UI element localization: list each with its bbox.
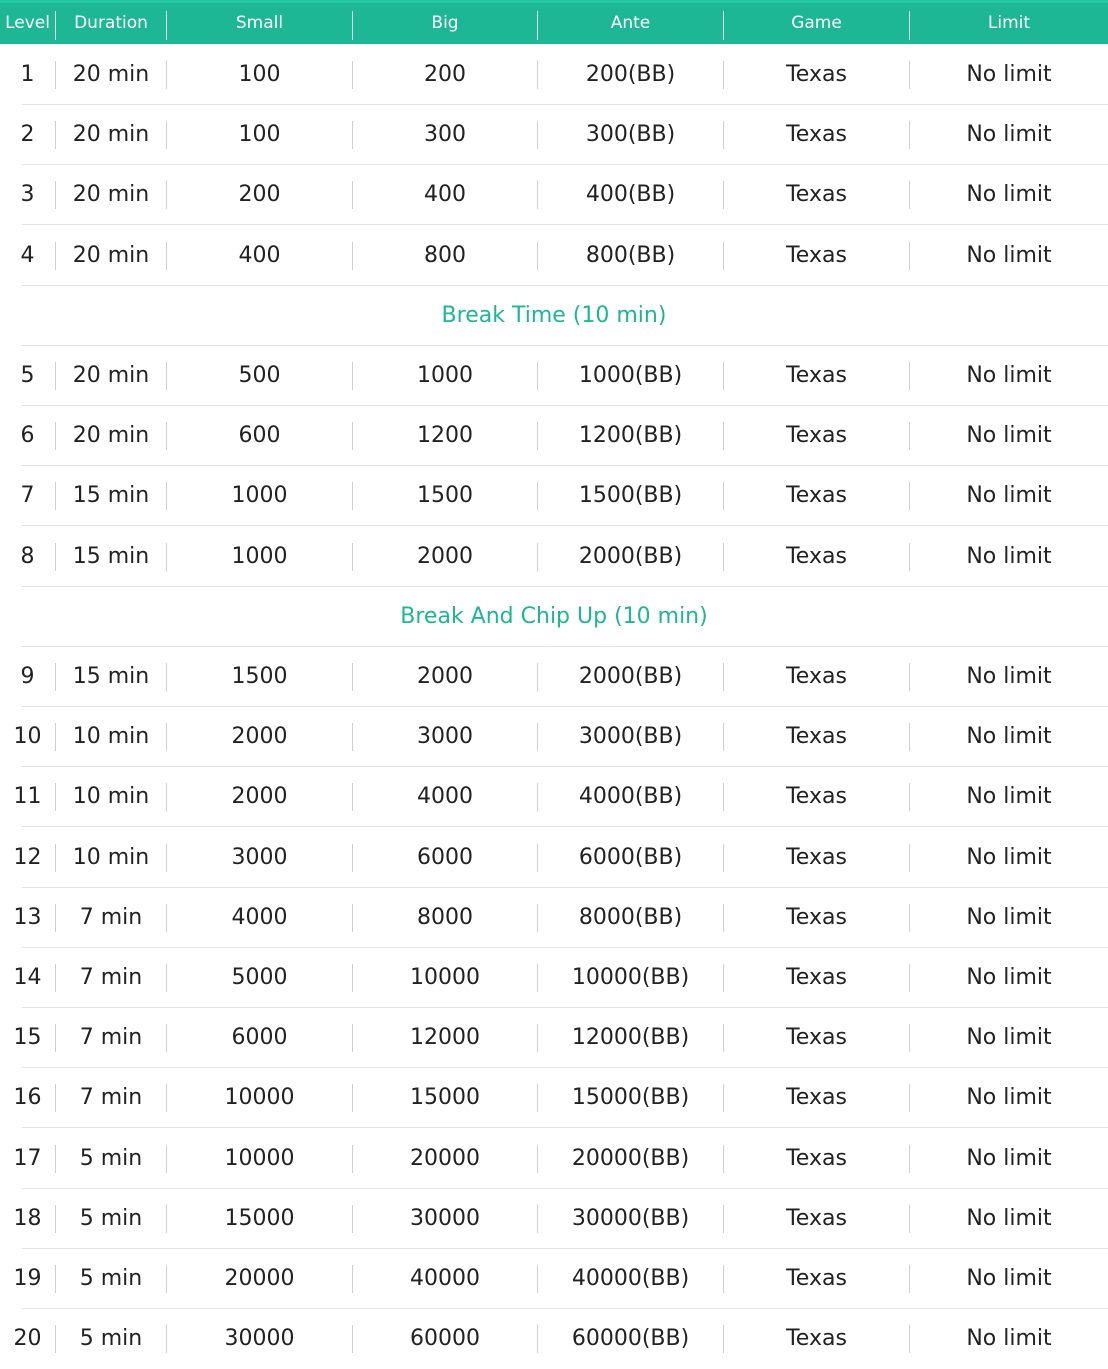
cell-limit: No limit — [966, 1085, 1052, 1111]
cell-level: 11 — [13, 784, 42, 810]
cell-ante: 30000(BB) — [571, 1205, 690, 1231]
cell-small: 10000 — [224, 1085, 295, 1111]
cell-big: 200 — [424, 62, 466, 87]
cell-game: Texas — [786, 62, 847, 87]
cell-limit: No limit — [966, 242, 1052, 268]
cell-game: Texas — [786, 664, 847, 689]
cell-duration: 15 min — [72, 483, 150, 509]
cell-limit: No limit — [966, 904, 1052, 930]
cell-big: 15000 — [410, 1085, 480, 1111]
cell-small: 200 — [238, 182, 281, 208]
cell-level: 14 — [13, 965, 42, 990]
cell-big: 4000 — [417, 784, 473, 810]
table-row — [0, 105, 1108, 165]
cell-big: 800 — [424, 242, 466, 268]
break-label: Break Time (10 min) — [441, 302, 667, 328]
cell-small: 2000 — [231, 724, 288, 750]
table-row — [0, 1008, 1108, 1068]
cell-limit: No limit — [966, 784, 1052, 810]
cell-duration: 10 min — [72, 724, 150, 750]
cell-ante: 300(BB) — [585, 122, 676, 148]
cell-big: 30000 — [410, 1205, 480, 1231]
header-ante: Ante — [610, 13, 651, 33]
cell-small: 100 — [238, 122, 281, 148]
cell-big: 20000 — [410, 1145, 480, 1171]
cell-ante: 3000(BB) — [578, 724, 683, 750]
cell-small: 6000 — [231, 1025, 288, 1051]
cell-big: 1000 — [417, 363, 473, 388]
cell-limit: No limit — [966, 122, 1052, 148]
cell-big: 10000 — [410, 965, 480, 990]
cell-limit: No limit — [966, 483, 1052, 509]
cell-duration: 15 min — [72, 664, 150, 689]
cell-limit: No limit — [966, 182, 1052, 208]
cell-big: 8000 — [417, 904, 473, 930]
cell-big: 400 — [424, 182, 466, 208]
cell-duration: 20 min — [72, 423, 150, 449]
cell-duration: 7 min — [79, 904, 143, 930]
cell-ante: 2000(BB) — [578, 664, 683, 689]
cell-limit: No limit — [966, 965, 1052, 990]
cell-ante: 400(BB) — [585, 182, 676, 208]
table-header — [0, 0, 1108, 44]
break-row — [0, 587, 1108, 647]
cell-game: Texas — [786, 1025, 847, 1051]
cell-level: 2 — [20, 122, 35, 148]
cell-ante: 2000(BB) — [578, 543, 683, 569]
table-row — [0, 948, 1108, 1008]
header-big: Big — [431, 13, 459, 33]
cell-big: 60000 — [410, 1326, 480, 1352]
cell-game: Texas — [786, 483, 847, 509]
cell-level: 15 — [13, 1025, 42, 1051]
cell-duration: 20 min — [72, 62, 150, 87]
cell-duration: 20 min — [72, 363, 150, 388]
table-row — [0, 828, 1108, 888]
cell-game: Texas — [786, 423, 847, 449]
cell-duration: 5 min — [79, 1326, 143, 1352]
cell-small: 600 — [238, 423, 281, 449]
table-row — [0, 707, 1108, 767]
cell-small: 1000 — [231, 543, 288, 569]
header-limit: Limit — [987, 13, 1031, 33]
cell-big: 1500 — [417, 483, 473, 509]
cell-level: 17 — [13, 1145, 42, 1171]
cell-game: Texas — [786, 182, 847, 208]
cell-big: 2000 — [417, 664, 473, 689]
cell-game: Texas — [786, 1205, 847, 1231]
cell-small: 3000 — [231, 844, 288, 870]
cell-limit: No limit — [966, 62, 1052, 87]
cell-limit: No limit — [966, 543, 1052, 569]
cell-game: Texas — [786, 724, 847, 750]
cell-level: 9 — [20, 664, 35, 689]
cell-game: Texas — [786, 1326, 847, 1352]
cell-limit: No limit — [966, 1266, 1052, 1291]
cell-ante: 800(BB) — [585, 242, 676, 268]
cell-duration: 5 min — [79, 1266, 143, 1291]
cell-level: 6 — [20, 423, 35, 449]
table-row — [0, 647, 1108, 707]
cell-limit: No limit — [966, 1025, 1052, 1051]
table-row — [0, 1129, 1108, 1189]
cell-duration: 20 min — [72, 242, 150, 268]
cell-game: Texas — [786, 543, 847, 569]
cell-small: 4000 — [231, 904, 288, 930]
cell-duration: 10 min — [72, 844, 150, 870]
cell-game: Texas — [786, 242, 847, 268]
cell-duration: 15 min — [72, 543, 150, 569]
header-game: Game — [791, 13, 842, 33]
cell-duration: 5 min — [79, 1205, 143, 1231]
cell-duration: 20 min — [72, 182, 150, 208]
cell-ante: 10000(BB) — [571, 965, 690, 990]
cell-ante: 8000(BB) — [578, 904, 683, 930]
cell-level: 3 — [20, 182, 35, 208]
break-label: Break And Chip Up (10 min) — [400, 603, 708, 629]
table-row — [0, 1068, 1108, 1128]
cell-duration: 7 min — [79, 965, 143, 990]
cell-small: 500 — [238, 363, 281, 388]
table-row — [0, 346, 1108, 406]
cell-duration: 7 min — [79, 1025, 143, 1051]
cell-small: 10000 — [224, 1145, 295, 1171]
cell-level: 5 — [20, 363, 35, 388]
table-row — [0, 888, 1108, 948]
cell-limit: No limit — [966, 844, 1052, 870]
cell-duration: 7 min — [79, 1085, 143, 1111]
cell-level: 16 — [13, 1085, 42, 1111]
cell-small: 30000 — [224, 1326, 295, 1352]
cell-big: 12000 — [410, 1025, 480, 1051]
header-level: Level — [5, 13, 50, 33]
cell-ante: 4000(BB) — [578, 784, 683, 810]
cell-small: 1000 — [231, 483, 288, 509]
cell-duration: 5 min — [79, 1145, 143, 1171]
table-row — [0, 1249, 1108, 1309]
cell-small: 5000 — [231, 965, 288, 990]
cell-ante: 200(BB) — [585, 62, 676, 87]
cell-big: 3000 — [417, 724, 473, 750]
cell-big: 300 — [424, 122, 466, 148]
cell-small: 100 — [238, 62, 281, 87]
cell-small: 20000 — [224, 1266, 295, 1291]
cell-game: Texas — [786, 1266, 847, 1291]
cell-limit: No limit — [966, 363, 1052, 388]
cell-ante: 1500(BB) — [578, 483, 683, 509]
cell-duration: 10 min — [72, 784, 150, 810]
table-row — [0, 1309, 1108, 1369]
cell-game: Texas — [786, 1085, 847, 1111]
cell-level: 10 — [13, 724, 42, 750]
cell-big: 1200 — [417, 423, 473, 449]
cell-small: 400 — [238, 242, 281, 268]
table-row — [0, 165, 1108, 225]
cell-level: 12 — [13, 844, 42, 870]
cell-limit: No limit — [966, 1205, 1052, 1231]
cell-ante: 60000(BB) — [571, 1326, 690, 1352]
cell-big: 40000 — [410, 1266, 480, 1291]
cell-level: 13 — [13, 904, 42, 930]
cell-duration: 20 min — [72, 122, 150, 148]
header-duration: Duration — [74, 13, 148, 33]
table-row — [0, 1189, 1108, 1249]
table-row — [0, 527, 1108, 587]
break-row — [0, 286, 1108, 346]
cell-game: Texas — [786, 1145, 847, 1171]
table-row — [0, 466, 1108, 526]
table-row — [0, 226, 1108, 286]
cell-big: 6000 — [417, 844, 473, 870]
cell-game: Texas — [786, 122, 847, 148]
cell-level: 18 — [13, 1205, 42, 1231]
cell-game: Texas — [786, 844, 847, 870]
cell-ante: 40000(BB) — [571, 1266, 690, 1291]
cell-small: 2000 — [231, 784, 288, 810]
cell-limit: No limit — [966, 724, 1052, 750]
cell-level: 1 — [20, 62, 35, 87]
cell-game: Texas — [786, 904, 847, 930]
cell-limit: No limit — [966, 1145, 1052, 1171]
cell-limit: No limit — [966, 423, 1052, 449]
cell-game: Texas — [786, 965, 847, 990]
cell-small: 15000 — [224, 1205, 295, 1231]
cell-level: 19 — [13, 1266, 42, 1291]
cell-ante: 20000(BB) — [571, 1145, 690, 1171]
cell-ante: 1000(BB) — [578, 363, 683, 388]
cell-level: 4 — [20, 242, 35, 268]
cell-limit: No limit — [966, 1326, 1052, 1352]
cell-limit: No limit — [966, 664, 1052, 689]
cell-ante: 6000(BB) — [578, 844, 683, 870]
cell-level: 20 — [13, 1326, 42, 1352]
table-row — [0, 45, 1108, 105]
cell-big: 2000 — [417, 543, 473, 569]
header-small: Small — [235, 13, 284, 33]
cell-game: Texas — [786, 784, 847, 810]
cell-ante: 15000(BB) — [571, 1085, 690, 1111]
cell-ante: 1200(BB) — [578, 423, 683, 449]
table-row — [0, 406, 1108, 466]
table-row — [0, 767, 1108, 827]
cell-game: Texas — [786, 363, 847, 388]
cell-ante: 12000(BB) — [571, 1025, 690, 1051]
cell-level: 8 — [20, 543, 35, 569]
cell-level: 7 — [20, 483, 35, 509]
cell-small: 1500 — [231, 664, 288, 689]
